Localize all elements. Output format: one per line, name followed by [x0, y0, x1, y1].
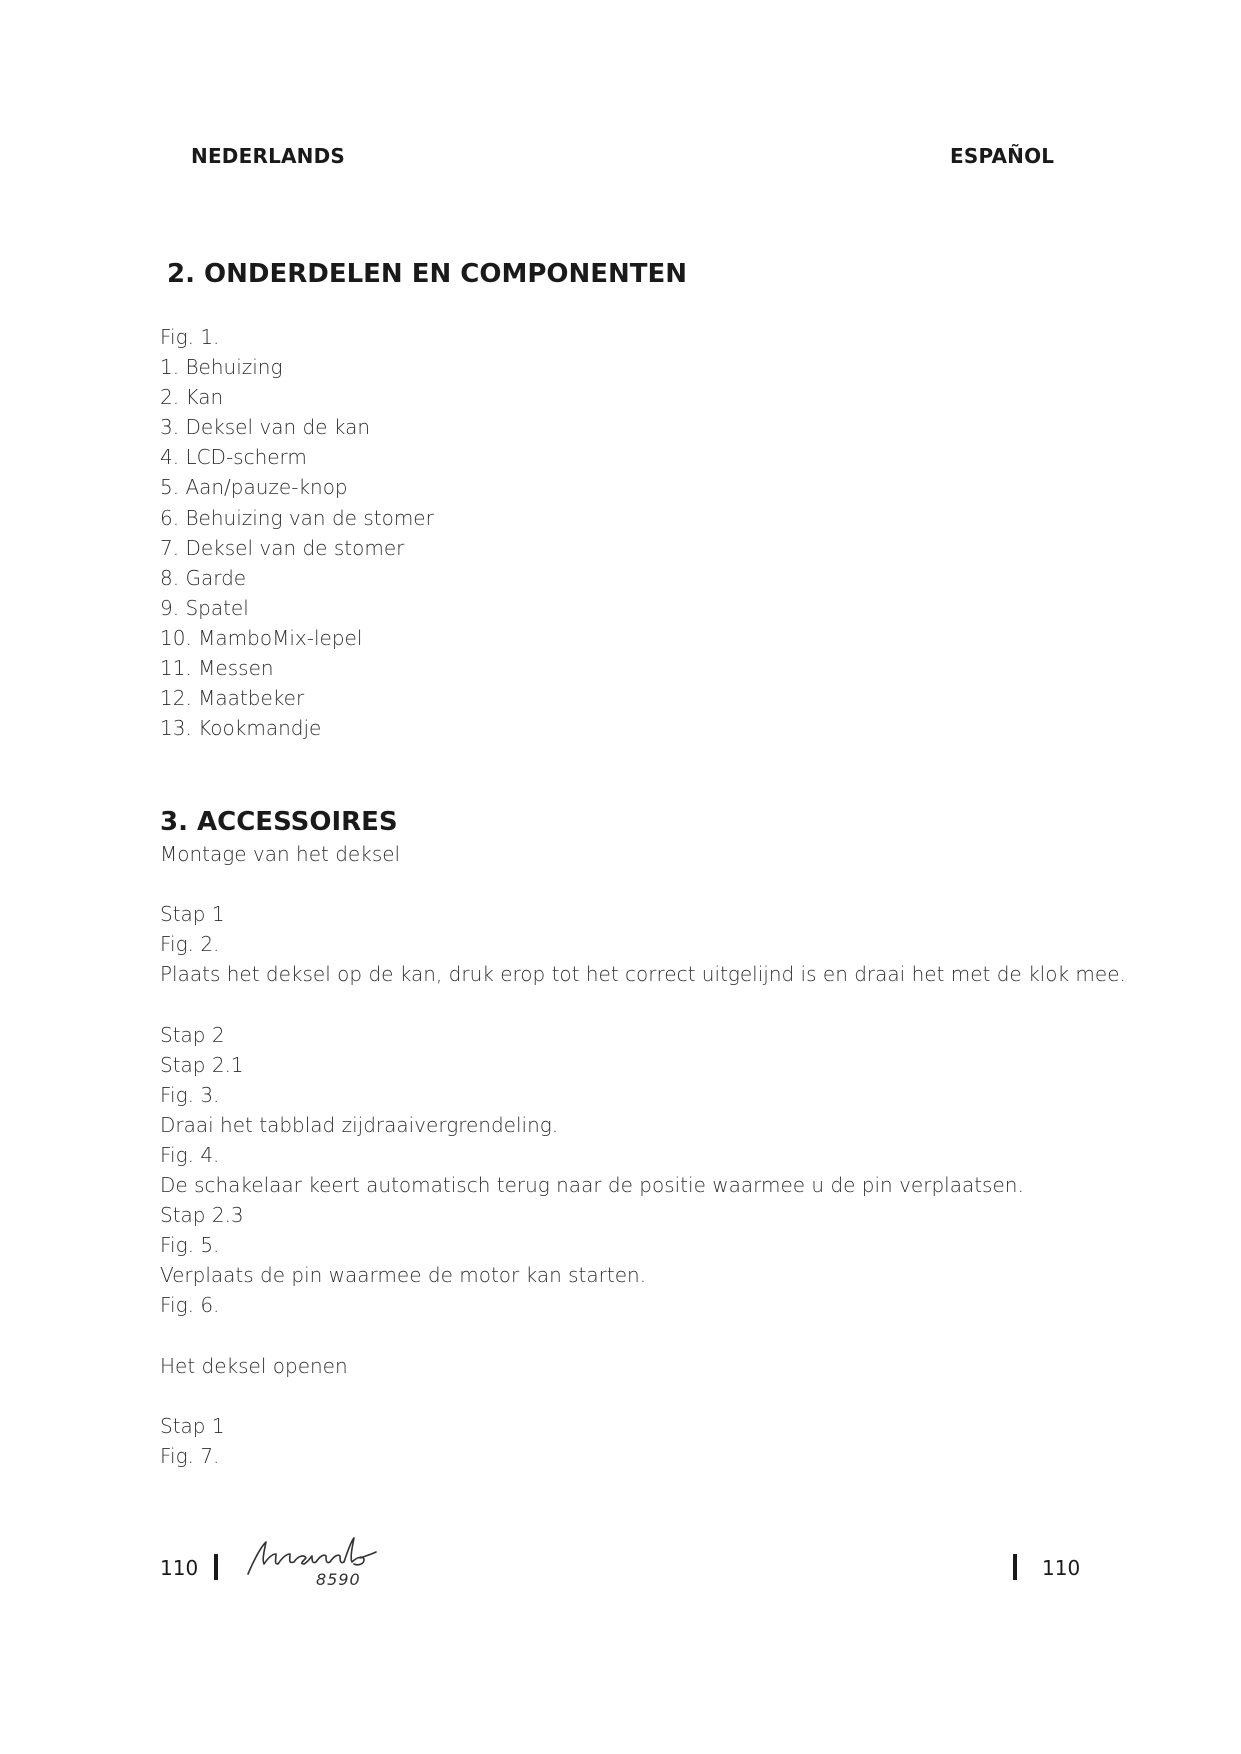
- list-item: 8. Garde: [160, 565, 247, 590]
- header-language-right: ESPAÑOL: [950, 144, 1055, 168]
- list-item: 12. Maatbeker: [160, 686, 305, 711]
- list-item: 11. Messen: [160, 656, 274, 681]
- page-number-left: 110: [160, 1556, 199, 1580]
- subtitle-mount: Montage van het deksel: [160, 842, 401, 866]
- step-label: Stap 2.3: [160, 1203, 244, 1228]
- page-number-right: 110: [1042, 1556, 1081, 1580]
- step-label: Stap 1: [160, 902, 225, 927]
- list-item: 5. Aan/pauze-knop: [160, 475, 348, 500]
- footer-divider-right: [1013, 1554, 1017, 1580]
- accessories-text-block: [160, 839, 1126, 1471]
- spacer: [160, 1381, 1126, 1411]
- figure-label: Fig. 6.: [160, 1293, 220, 1318]
- instruction-text: Draai het tabblad zijdraaivergrendeling.: [160, 1112, 559, 1137]
- list-item: 13. Kookmandje: [160, 716, 322, 741]
- header-language-left: NEDERLANDS: [191, 144, 346, 168]
- spacer: [160, 989, 1126, 1019]
- list-item: 9. Spatel: [160, 595, 249, 620]
- list-item: 10. MamboMix-lepel: [160, 625, 363, 650]
- instruction-text: De schakelaar keert automatisch terug naar de positie waarmee u de pin verplaatsen.: [160, 1173, 1024, 1198]
- figure-label: Fig. 1.: [160, 325, 220, 349]
- subtitle-open: Het deksel openen: [160, 1353, 348, 1378]
- list-item: 4. LCD-scherm: [160, 445, 307, 470]
- spacer: [160, 1321, 1126, 1351]
- instruction-text: Verplaats de pin waarmee de motor kan starten.: [160, 1263, 647, 1288]
- list-item: 7. Deksel van de stomer: [160, 535, 405, 560]
- figure-label: Fig. 2.: [160, 932, 220, 957]
- footer-divider-left: [214, 1554, 218, 1580]
- list-item: 6. Behuizing van de stomer: [160, 505, 434, 530]
- figure-label: Fig. 7.: [160, 1443, 220, 1468]
- section-title-accessories: 3. ACCESSOIRES: [160, 807, 398, 837]
- figure-label: Fig. 5.: [160, 1233, 220, 1258]
- figure-label: Fig. 3.: [160, 1082, 220, 1107]
- parts-list-block: [160, 322, 434, 743]
- list-item: 1. Behuizing: [160, 355, 283, 380]
- section-title-parts: 2. ONDERDELEN EN COMPONENTEN: [167, 259, 688, 289]
- spacer: [160, 869, 1126, 899]
- step-label: Stap 1: [160, 1413, 225, 1438]
- list-item: 2. Kan: [160, 385, 224, 410]
- logo-model-number: 8590: [316, 1570, 361, 1589]
- figure-label: Fig. 4.: [160, 1142, 220, 1167]
- step-label: Stap 2: [160, 1022, 225, 1047]
- parts-list: [160, 352, 434, 743]
- instruction-text: Plaats het deksel op de kan, druk erop tot het correct uitgelijnd is en draai het met de klok mee.: [160, 962, 1126, 987]
- step-label: Stap 2.1: [160, 1052, 244, 1077]
- list-item: 3. Deksel van de kan: [160, 415, 371, 440]
